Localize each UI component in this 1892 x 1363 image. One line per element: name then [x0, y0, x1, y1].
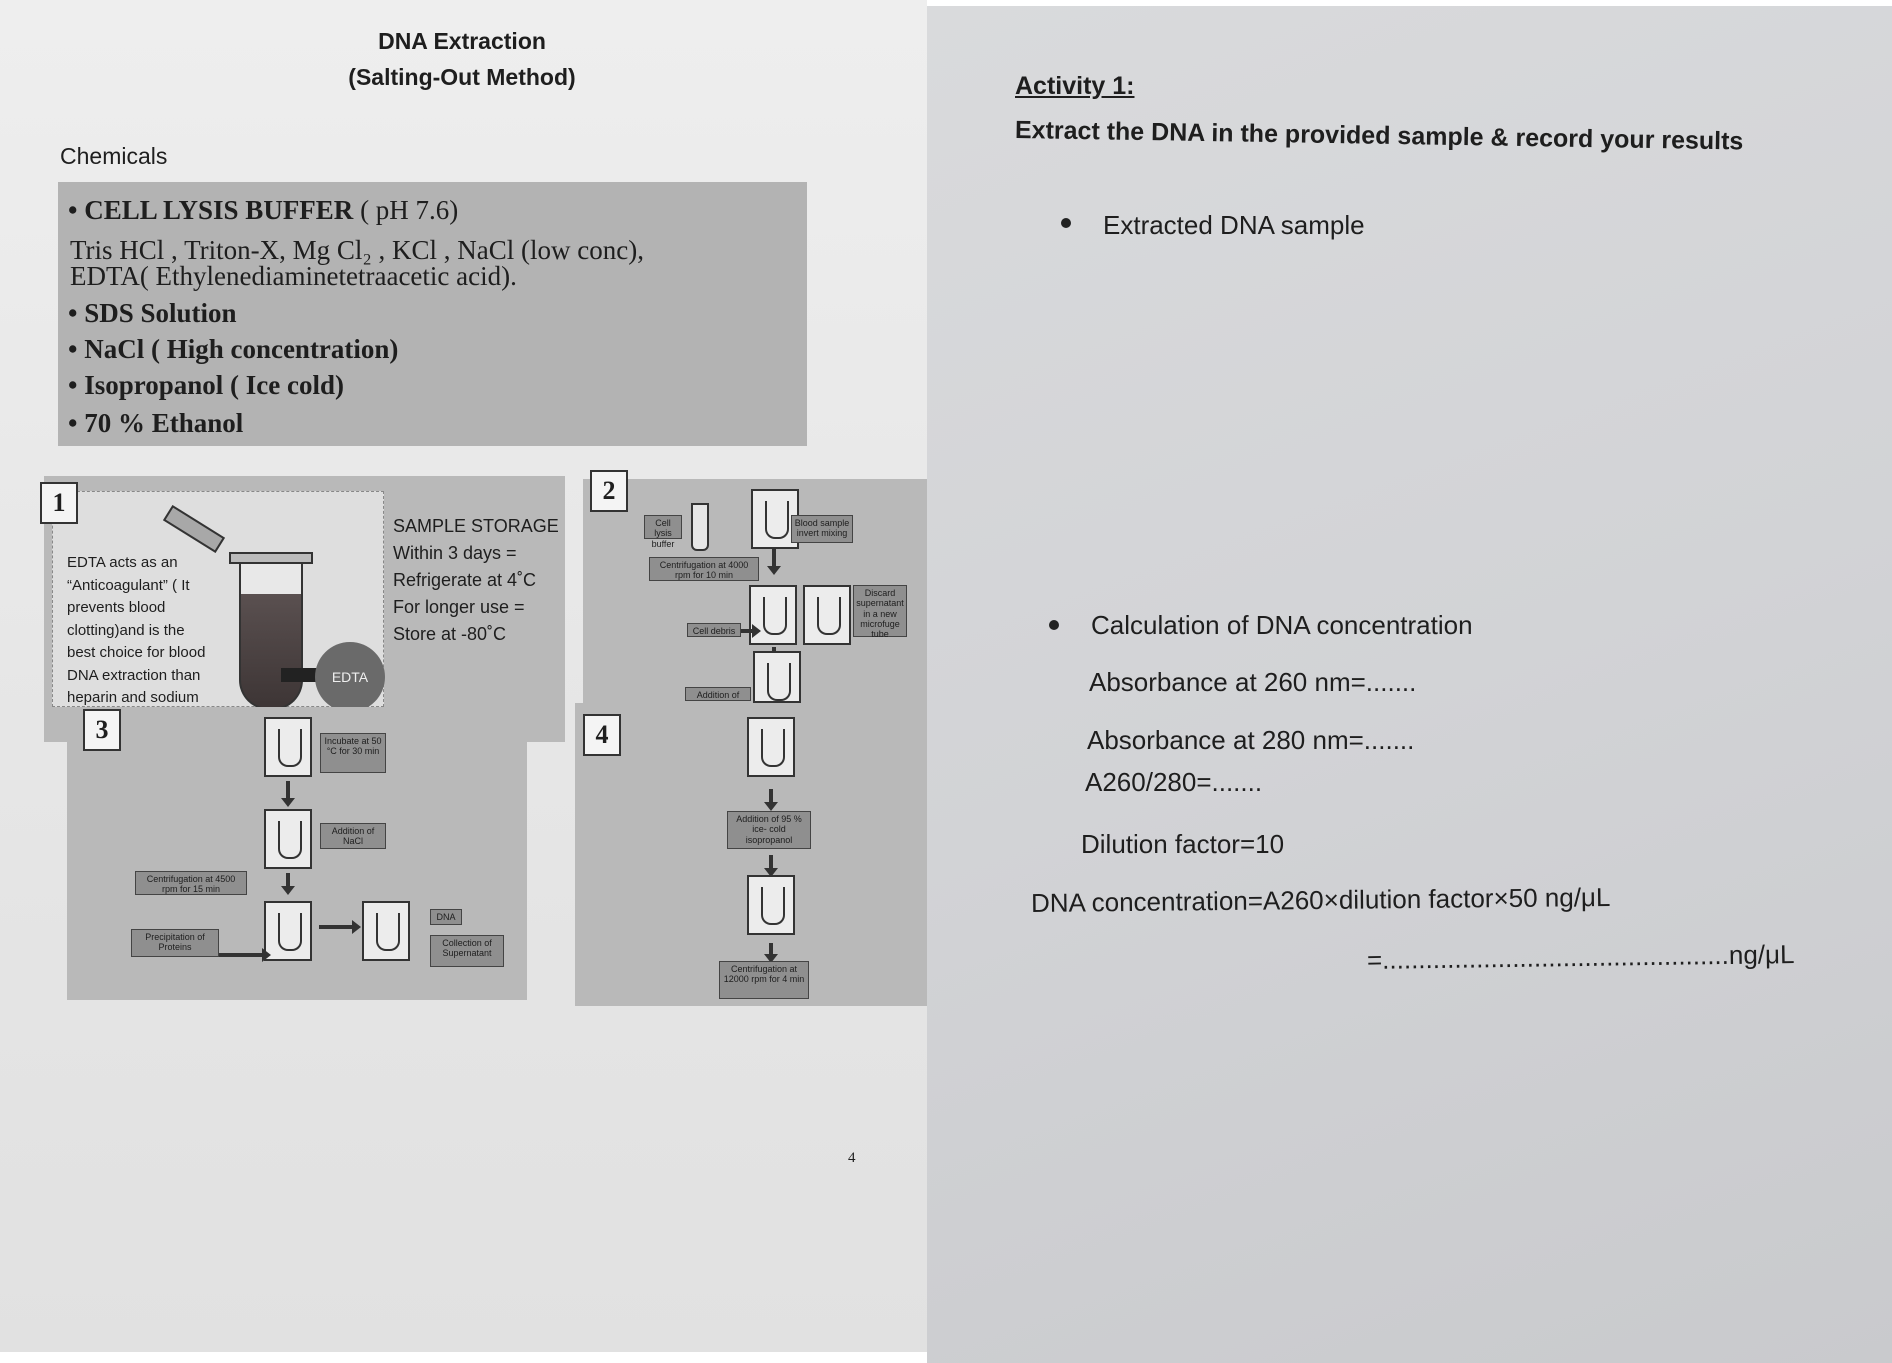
bullet-icon	[1049, 620, 1059, 630]
edta-note-line: prevents blood	[67, 599, 166, 616]
sample-storage-line: For longer use =	[393, 597, 525, 617]
panel-1	[44, 476, 565, 742]
chemical-item-1-components-1: Tris HCl , Triton-X, Mg Cl₂ , KCl , NaCl (low conc),	[70, 235, 644, 265]
label-centrifugation-4500: Centrifugation at 4500 rpm for 15 min	[135, 871, 247, 895]
arrow-down-icon	[286, 873, 290, 887]
panel-3	[67, 707, 527, 1000]
arrow-down-icon	[769, 855, 773, 869]
page-number: 4	[848, 1150, 856, 1166]
panel-4-number: 4	[583, 714, 621, 756]
label-discard: Discard supernatant in a new microfuge tube	[853, 585, 907, 637]
arrow-down-icon	[286, 781, 290, 799]
panel-3-number: 3	[83, 709, 121, 751]
tube-icon	[753, 651, 801, 703]
arrow-down-icon	[769, 943, 773, 955]
edta-note-line: heparin and sodium	[67, 689, 199, 706]
edta-note	[67, 552, 205, 710]
sample-storage-line: Refrigerate at 4˚C	[393, 570, 537, 590]
chemical-item-2: • SDS Solution	[68, 298, 237, 328]
right-page	[927, 6, 1892, 1363]
label-addition: Addition of	[685, 687, 751, 701]
chemical-item-4: • Isopropanol ( Ice cold)	[68, 370, 344, 400]
label-centrifugation-4000: Centrifugation at 4000 rpm for 10 min	[649, 557, 759, 581]
panel-1-number: 1	[40, 482, 78, 524]
sample-storage-title: SAMPLE STORAGE	[393, 516, 559, 536]
concentration-result: =................................................ng/μL	[1366, 939, 1795, 975]
absorbance-260: Absorbance at 260 nm=.......	[1089, 667, 1417, 697]
panel-2	[583, 479, 927, 705]
buffer-tube-icon	[691, 503, 709, 551]
supernatant-tube-icon	[362, 901, 410, 961]
chemicals-heading: Chemicals	[60, 143, 168, 169]
edta-note-line: DNA extraction than	[67, 666, 201, 684]
absorbance-280: Absorbance at 280 nm=.......	[1087, 725, 1415, 755]
nacl-tube-icon	[264, 809, 312, 869]
title-line-1: DNA Extraction	[378, 28, 546, 54]
protein-tube-icon	[264, 901, 312, 961]
label-blood-sample: Blood sample invert mixing	[791, 515, 853, 543]
chemical-item-1-title: • CELL LYSIS BUFFER	[68, 195, 354, 225]
activity-instruction: Extract the DNA in the provided sample & record your results	[1014, 116, 1744, 156]
label-cell-lysis: Cell lysis buffer	[644, 515, 682, 539]
panel-2-number: 2	[590, 470, 628, 512]
label-collection: Collection of Supernatant	[430, 935, 504, 967]
left-page	[0, 0, 927, 1352]
chemical-item-1	[68, 197, 458, 224]
label-addition-nacl: Addition of NaCl	[320, 823, 386, 849]
chemicals-box	[58, 182, 807, 446]
label-centrifugation-12000: Centrifugation at 12000 rpm for 4 min	[719, 961, 809, 999]
dilution-factor: Dilution factor=10	[1081, 829, 1285, 859]
tube-rim-icon	[229, 552, 313, 564]
isopropanol-tube-icon	[747, 875, 795, 935]
sample-storage	[393, 513, 559, 648]
extracted-dna-sample: Extracted DNA sample	[1103, 210, 1365, 240]
title-line-2: (Salting-Out Method)	[348, 64, 576, 90]
arrow-down-icon	[772, 549, 776, 567]
sample-storage-line: Within 3 days =	[393, 543, 517, 563]
edta-note-line: “Anticoagulant” ( It	[67, 576, 190, 594]
edta-arrow-icon	[281, 668, 317, 682]
activity-heading: Activity 1:	[1015, 72, 1135, 100]
label-dna: DNA	[430, 909, 462, 925]
chemical-item-1-ph: ( pH 7.6)	[360, 195, 459, 225]
sample-storage-line: Store at -80˚C	[393, 624, 507, 644]
arrow-right-icon	[741, 629, 753, 633]
concentration-formula: DNA concentration=A260×dilution factor×50 ng/μL	[1030, 881, 1611, 918]
edta-note-line: clotting)and is the	[67, 621, 185, 639]
tube-cap-icon	[163, 505, 225, 553]
bullet-icon	[1061, 218, 1071, 228]
chemical-item-5: • 70 % Ethanol	[68, 408, 244, 438]
panel-4	[575, 703, 927, 1006]
edta-note-line: best choice for blood	[67, 644, 206, 661]
label-precipitation: Precipitation of Proteins	[131, 929, 219, 957]
arrow-right-icon	[219, 953, 263, 957]
label-incubate: Incubate at 50 °C for 30 min	[320, 733, 386, 773]
incubation-tube-icon	[264, 717, 312, 777]
label-addition-isopropanol: Addition of 95 % ice- cold isopropanol	[727, 811, 811, 849]
label-cell-debris: Cell debris	[687, 623, 741, 637]
arrow-down-icon	[769, 789, 773, 803]
chemical-item-1-components-2: EDTA( Ethylenediaminetetraacetic acid).	[70, 261, 517, 291]
a260-280-ratio: A260/280=.......	[1085, 767, 1263, 797]
blood-tube-icon	[239, 558, 303, 710]
edta-badge: EDTA	[315, 642, 385, 712]
calculation-heading: Calculation of DNA concentration	[1091, 610, 1473, 640]
dna-tube-icon	[747, 717, 795, 777]
panel-1-illustration	[52, 491, 384, 707]
new-microfuge-tube-icon	[803, 585, 851, 645]
edta-note-line: EDTA acts as an	[67, 554, 178, 571]
chemical-item-3: • NaCl ( High concentration)	[68, 334, 399, 364]
arrow-right-icon	[319, 925, 353, 929]
